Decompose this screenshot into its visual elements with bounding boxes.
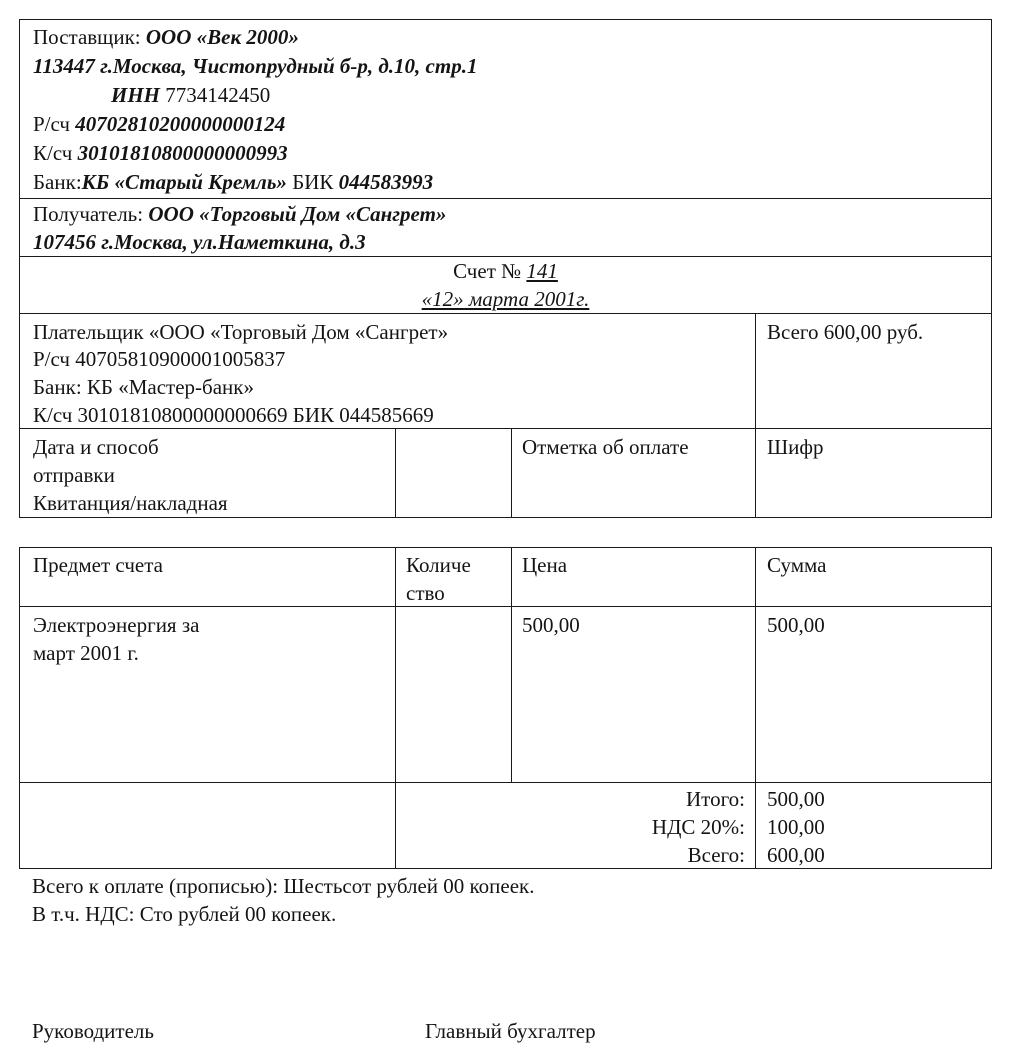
header-subject: Предмет счета: [33, 553, 163, 577]
totals-value: 500,00: [767, 787, 825, 811]
total-in-words: Всего к оплате (прописью): Шестьсот рублей 00 копеек.: [32, 874, 535, 898]
divider: [755, 313, 756, 518]
rs-value: 40702810200000000124: [75, 112, 286, 136]
divider: [395, 548, 396, 868]
rs-label: Р/сч: [33, 112, 70, 136]
dispatch-label: Квитанция/накладная: [33, 491, 228, 515]
inn-value: 7734142450: [165, 83, 271, 107]
totals-label: НДС 20%:: [651, 815, 745, 839]
director-signature-label: Руководитель: [32, 1019, 154, 1043]
invoice-title: [20, 257, 991, 286]
divider: [20, 606, 991, 607]
invoice-number: 141: [526, 259, 558, 283]
recipient-name: ООО «Торговый Дом «Сангрет»: [148, 202, 447, 226]
payer-correspondent: К/сч 30101810800000000669 БИК 044585669: [33, 403, 434, 427]
dispatch-label: Дата и способ: [33, 435, 159, 459]
bank-name: КБ «Старый Кремль»: [81, 170, 287, 194]
divider: [20, 198, 991, 199]
supplier-ks-line: [33, 139, 288, 168]
table-row-subject: Электроэнергия за: [33, 613, 200, 637]
header-price: Цена: [522, 553, 568, 577]
payment-mark-label: Отметка об оплате: [522, 435, 689, 459]
divider: [511, 548, 512, 782]
ks-value: 30101810800000000993: [77, 141, 288, 165]
header-sum: Сумма: [767, 553, 827, 577]
bik-value: 044583993: [338, 170, 434, 194]
table-row-sum: 500,00: [767, 613, 825, 637]
payer-line: Плательщик «ООО «Торговый Дом «Сангрет»: [33, 320, 449, 344]
ks-label: К/сч: [33, 141, 73, 165]
payer-bank: Банк: КБ «Мастер-банк»: [33, 375, 254, 399]
bik-label: БИК: [292, 170, 334, 194]
header-qty: Количе: [406, 553, 471, 577]
supplier-rs-line: [33, 110, 285, 139]
invoice-date: «12» марта 2001г.: [421, 287, 590, 311]
recipient-address: 107456 г.Москва, ул.Наметкина, д.3: [33, 230, 366, 254]
divider: [395, 428, 396, 518]
dispatch-label: отправки: [33, 463, 115, 487]
totals-value: 100,00: [767, 815, 825, 839]
table-row-subject: март 2001 г.: [33, 641, 139, 665]
supplier-line: [33, 23, 299, 52]
payer-total: Всего 600,00 руб.: [767, 320, 924, 344]
bank-label: Банк:: [33, 170, 82, 194]
recipient-line: [33, 200, 446, 229]
supplier-inn-line: [111, 81, 270, 110]
header-qty: ство: [406, 581, 445, 605]
supplier-address: 113447 г.Москва, Чистопрудный б-р, д.10, стр.1: [33, 54, 478, 78]
invoice-header-table: [19, 19, 992, 518]
chief-accountant-signature-label: Главный бухгалтер: [425, 1019, 596, 1043]
table-row-price: 500,00: [522, 613, 580, 637]
totals-label: Всего:: [687, 843, 745, 867]
divider: [511, 428, 512, 518]
totals-value: 600,00: [767, 843, 825, 867]
supplier-label: Поставщик:: [33, 25, 141, 49]
vat-in-words: В т.ч. НДС: Сто рублей 00 копеек.: [32, 902, 337, 926]
recipient-label: Получатель:: [33, 202, 144, 226]
divider: [755, 548, 756, 868]
items-table: [19, 547, 992, 869]
supplier-bank-line: [33, 168, 433, 197]
cipher-label: Шифр: [767, 435, 824, 459]
payer-account: Р/сч 40705810900001005837: [33, 347, 286, 371]
supplier-name: ООО «Век 2000»: [145, 25, 299, 49]
divider: [20, 782, 991, 783]
totals-label: Итого:: [686, 787, 745, 811]
invoice-title-label: Счет №: [453, 259, 522, 283]
inn-label: ИНН: [111, 83, 161, 107]
